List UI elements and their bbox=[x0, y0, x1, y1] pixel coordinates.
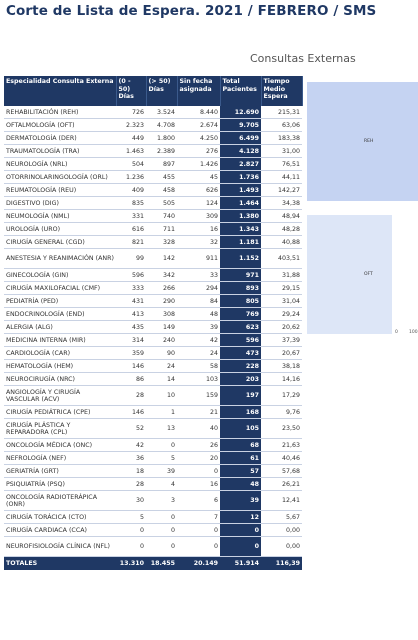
days-0-50-cell: 409 bbox=[116, 184, 146, 197]
chart-bar-oft[interactable] bbox=[307, 215, 392, 334]
table-row[interactable] bbox=[4, 145, 302, 158]
no-date-cell: 45 bbox=[177, 171, 220, 184]
no-date-cell: 24 bbox=[177, 347, 220, 360]
no-date-cell: 33 bbox=[177, 269, 220, 282]
total-cell: 805 bbox=[220, 295, 261, 308]
no-date-cell: 0 bbox=[177, 537, 220, 557]
total-cell: 596 bbox=[220, 334, 261, 347]
totals-label: TOTALES bbox=[4, 557, 116, 571]
specialty-cell: ONCOLOGÍA MÉDICA (ONC) bbox=[4, 439, 116, 452]
no-date-cell: 103 bbox=[177, 373, 220, 386]
total-cell: 0 bbox=[220, 524, 261, 537]
table-row[interactable] bbox=[4, 158, 302, 171]
no-date-cell: 0 bbox=[177, 465, 220, 478]
avg-wait-cell: 17,29 bbox=[261, 386, 302, 406]
waiting-list-table bbox=[4, 76, 303, 570]
total-cell: 39 bbox=[220, 491, 261, 511]
days-0-50-cell: 42 bbox=[116, 439, 146, 452]
table-row[interactable] bbox=[4, 295, 302, 308]
days-0-50-cell: 835 bbox=[116, 197, 146, 210]
days-over-50-cell: 4 bbox=[146, 478, 177, 491]
no-date-cell: 48 bbox=[177, 308, 220, 321]
table-row[interactable] bbox=[4, 524, 302, 537]
total-cell: 12.690 bbox=[220, 106, 261, 119]
chart-bar-label: OFT bbox=[364, 271, 373, 277]
days-0-50-cell: 28 bbox=[116, 478, 146, 491]
total-cell: 6.499 bbox=[220, 132, 261, 145]
days-0-50-cell: 1.236 bbox=[116, 171, 146, 184]
specialty-cell: CIRUGÍA GENERAL (CGD) bbox=[4, 236, 116, 249]
table-row[interactable] bbox=[4, 406, 302, 419]
table-row[interactable] bbox=[4, 360, 302, 373]
avg-wait-cell: 12,41 bbox=[261, 491, 302, 511]
header-over-50-days[interactable]: (> 50) Días bbox=[146, 76, 177, 106]
no-date-cell: 42 bbox=[177, 334, 220, 347]
no-date-cell: 7 bbox=[177, 511, 220, 524]
days-over-50-cell: 24 bbox=[146, 360, 177, 373]
days-0-50-cell: 30 bbox=[116, 491, 146, 511]
total-cell: 1.493 bbox=[220, 184, 261, 197]
specialty-cell: PEDIATRÍA (PED) bbox=[4, 295, 116, 308]
specialty-cell: NEUROFISIOLOGÍA CLÍNICA (NFL) bbox=[4, 537, 116, 557]
avg-wait-cell: 183,38 bbox=[261, 132, 302, 145]
table-row[interactable] bbox=[4, 321, 302, 334]
days-0-50-cell: 413 bbox=[116, 308, 146, 321]
table-row[interactable] bbox=[4, 452, 302, 465]
days-0-50-cell: 0 bbox=[116, 537, 146, 557]
table-row[interactable] bbox=[4, 223, 302, 236]
table-row[interactable] bbox=[4, 106, 302, 119]
total-cell: 2.827 bbox=[220, 158, 261, 171]
avg-wait-cell: 31,88 bbox=[261, 269, 302, 282]
avg-wait-cell: 14,16 bbox=[261, 373, 302, 386]
specialty-cell: OTORRINOLARINGOLOGÍA (ORL) bbox=[4, 171, 116, 184]
table-row[interactable] bbox=[4, 478, 302, 491]
avg-wait-cell: 9,76 bbox=[261, 406, 302, 419]
specialty-cell: TRAUMATOLOGÍA (TRA) bbox=[4, 145, 116, 158]
total-cell: 1.181 bbox=[220, 236, 261, 249]
avg-wait-cell: 38,18 bbox=[261, 360, 302, 373]
specialty-cell: OFTALMOLOGÍA (OFT) bbox=[4, 119, 116, 132]
specialty-cell: ANESTESIA Y REANIMACIÓN (ANR) bbox=[4, 249, 116, 269]
totals-avg: 116,39 bbox=[261, 557, 302, 571]
total-cell: 0 bbox=[220, 537, 261, 557]
days-0-50-cell: 146 bbox=[116, 360, 146, 373]
days-0-50-cell: 596 bbox=[116, 269, 146, 282]
header-total[interactable]: Total Pacientes bbox=[220, 76, 261, 106]
days-over-50-cell: 266 bbox=[146, 282, 177, 295]
days-over-50-cell: 10 bbox=[146, 386, 177, 406]
days-over-50-cell: 458 bbox=[146, 184, 177, 197]
total-cell: 197 bbox=[220, 386, 261, 406]
days-0-50-cell: 449 bbox=[116, 132, 146, 145]
table-header-row bbox=[4, 76, 302, 106]
days-0-50-cell: 0 bbox=[116, 524, 146, 537]
specialty-cell: REUMATOLOGÍA (REU) bbox=[4, 184, 116, 197]
days-0-50-cell: 1.463 bbox=[116, 145, 146, 158]
specialty-cell: NEUROCIRUGÍA (NRC) bbox=[4, 373, 116, 386]
specialty-cell: HEMATOLOGÍA (HEM) bbox=[4, 360, 116, 373]
days-over-50-cell: 342 bbox=[146, 269, 177, 282]
no-date-cell: 39 bbox=[177, 321, 220, 334]
days-0-50-cell: 821 bbox=[116, 236, 146, 249]
no-date-cell: 276 bbox=[177, 145, 220, 158]
avg-wait-cell: 23,50 bbox=[261, 419, 302, 439]
no-date-cell: 159 bbox=[177, 386, 220, 406]
specialty-cell: REHABILITACIÓN (REH) bbox=[4, 106, 116, 119]
avg-wait-cell: 76,51 bbox=[261, 158, 302, 171]
page-title: Corte de Lista de Espera. 2021 / FEBRERO / SMS bbox=[6, 3, 377, 19]
no-date-cell: 309 bbox=[177, 210, 220, 223]
total-cell: 57 bbox=[220, 465, 261, 478]
total-cell: 4.128 bbox=[220, 145, 261, 158]
table-row[interactable] bbox=[4, 308, 302, 321]
days-0-50-cell: 146 bbox=[116, 406, 146, 419]
total-cell: 1.464 bbox=[220, 197, 261, 210]
days-0-50-cell: 36 bbox=[116, 452, 146, 465]
table-row[interactable] bbox=[4, 386, 302, 406]
specialty-cell: CIRUGÍA PEDIÁTRICA (CPE) bbox=[4, 406, 116, 419]
totals-row bbox=[4, 557, 302, 571]
days-0-50-cell: 2.323 bbox=[116, 119, 146, 132]
days-0-50-cell: 435 bbox=[116, 321, 146, 334]
table-row[interactable] bbox=[4, 347, 302, 360]
table-row[interactable] bbox=[4, 171, 302, 184]
specialty-cell: CIRUGÍA TORÁCICA (CTO) bbox=[4, 511, 116, 524]
total-cell: 228 bbox=[220, 360, 261, 373]
total-cell: 168 bbox=[220, 406, 261, 419]
avg-wait-cell: 5,67 bbox=[261, 511, 302, 524]
total-cell: 105 bbox=[220, 419, 261, 439]
table-row[interactable] bbox=[4, 537, 302, 557]
specialty-cell: PSIQUIATRÍA (PSQ) bbox=[4, 478, 116, 491]
totals-over-50: 18.455 bbox=[146, 557, 177, 571]
no-date-cell: 911 bbox=[177, 249, 220, 269]
no-date-cell: 8.440 bbox=[177, 106, 220, 119]
total-cell: 68 bbox=[220, 439, 261, 452]
days-over-50-cell: 0 bbox=[146, 511, 177, 524]
specialty-cell: DIGESTIVO (DIG) bbox=[4, 197, 116, 210]
avg-wait-cell: 31,00 bbox=[261, 145, 302, 158]
days-over-50-cell: 13 bbox=[146, 419, 177, 439]
total-cell: 473 bbox=[220, 347, 261, 360]
days-0-50-cell: 333 bbox=[116, 282, 146, 295]
avg-wait-cell: 37,39 bbox=[261, 334, 302, 347]
table-row[interactable] bbox=[4, 184, 302, 197]
table-body bbox=[4, 106, 302, 557]
table-row[interactable] bbox=[4, 236, 302, 249]
specialty-cell: CIRUGÍA CARDIACA (CCA) bbox=[4, 524, 116, 537]
total-cell: 1.152 bbox=[220, 249, 261, 269]
no-date-cell: 16 bbox=[177, 478, 220, 491]
days-over-50-cell: 711 bbox=[146, 223, 177, 236]
no-date-cell: 58 bbox=[177, 360, 220, 373]
table-row[interactable] bbox=[4, 334, 302, 347]
specialty-cell: ALERGIA (ALG) bbox=[4, 321, 116, 334]
header-avg-wait[interactable]: Tiempo Medio Espera bbox=[261, 76, 302, 106]
totals-0-50: 13.310 bbox=[116, 557, 146, 571]
table-row[interactable] bbox=[4, 439, 302, 452]
avg-wait-cell: 48,94 bbox=[261, 210, 302, 223]
days-0-50-cell: 28 bbox=[116, 386, 146, 406]
table-row[interactable] bbox=[4, 419, 302, 439]
specialty-cell: NEFROLOGÍA (NEF) bbox=[4, 452, 116, 465]
days-0-50-cell: 52 bbox=[116, 419, 146, 439]
days-over-50-cell: 2.389 bbox=[146, 145, 177, 158]
total-cell: 971 bbox=[220, 269, 261, 282]
days-over-50-cell: 0 bbox=[146, 537, 177, 557]
avg-wait-cell: 31,04 bbox=[261, 295, 302, 308]
days-0-50-cell: 5 bbox=[116, 511, 146, 524]
specialty-cell: CARDIOLOGÍA (CAR) bbox=[4, 347, 116, 360]
days-over-50-cell: 328 bbox=[146, 236, 177, 249]
table-row[interactable] bbox=[4, 210, 302, 223]
avg-wait-cell: 44,11 bbox=[261, 171, 302, 184]
header-specialty[interactable]: Especialidad Consulta Externa bbox=[4, 76, 116, 106]
no-date-cell: 20 bbox=[177, 452, 220, 465]
total-cell: 1.343 bbox=[220, 223, 261, 236]
specialty-cell: DERMATOLOGÍA (DER) bbox=[4, 132, 116, 145]
avg-wait-cell: 20,67 bbox=[261, 347, 302, 360]
no-date-cell: 124 bbox=[177, 197, 220, 210]
days-over-50-cell: 14 bbox=[146, 373, 177, 386]
table-row[interactable] bbox=[4, 491, 302, 511]
days-over-50-cell: 0 bbox=[146, 524, 177, 537]
table-row[interactable] bbox=[4, 197, 302, 210]
avg-wait-cell: 29,15 bbox=[261, 282, 302, 295]
total-cell: 203 bbox=[220, 373, 261, 386]
days-over-50-cell: 240 bbox=[146, 334, 177, 347]
specialty-cell: NEUMOLOGÍA (NML) bbox=[4, 210, 116, 223]
specialty-cell: GINECOLOGÍA (GIN) bbox=[4, 269, 116, 282]
days-over-50-cell: 142 bbox=[146, 249, 177, 269]
avg-wait-cell: 142,27 bbox=[261, 184, 302, 197]
days-over-50-cell: 3 bbox=[146, 491, 177, 511]
days-0-50-cell: 504 bbox=[116, 158, 146, 171]
days-over-50-cell: 90 bbox=[146, 347, 177, 360]
no-date-cell: 0 bbox=[177, 524, 220, 537]
avg-wait-cell: 34,38 bbox=[261, 197, 302, 210]
avg-wait-cell: 0,00 bbox=[261, 524, 302, 537]
days-over-50-cell: 740 bbox=[146, 210, 177, 223]
avg-wait-cell: 20,62 bbox=[261, 321, 302, 334]
table-row[interactable] bbox=[4, 373, 302, 386]
header-no-date[interactable]: Sin fecha asignada bbox=[177, 76, 220, 106]
days-0-50-cell: 314 bbox=[116, 334, 146, 347]
chart-bar-label: REH bbox=[364, 138, 374, 144]
no-date-cell: 4.250 bbox=[177, 132, 220, 145]
days-over-50-cell: 4.708 bbox=[146, 119, 177, 132]
table-row[interactable] bbox=[4, 249, 302, 269]
total-cell: 623 bbox=[220, 321, 261, 334]
table-row[interactable] bbox=[4, 269, 302, 282]
total-cell: 893 bbox=[220, 282, 261, 295]
total-cell: 61 bbox=[220, 452, 261, 465]
no-date-cell: 2.674 bbox=[177, 119, 220, 132]
avg-wait-cell: 40,46 bbox=[261, 452, 302, 465]
avg-wait-cell: 215,31 bbox=[261, 106, 302, 119]
specialty-cell: NEUROLOGÍA (NRL) bbox=[4, 158, 116, 171]
days-over-50-cell: 5 bbox=[146, 452, 177, 465]
specialty-cell: MEDICINA INTERNA (MIR) bbox=[4, 334, 116, 347]
avg-wait-cell: 48,28 bbox=[261, 223, 302, 236]
no-date-cell: 21 bbox=[177, 406, 220, 419]
avg-wait-cell: 0,00 bbox=[261, 537, 302, 557]
no-date-cell: 6 bbox=[177, 491, 220, 511]
specialty-cell: UROLOGÍA (URO) bbox=[4, 223, 116, 236]
no-date-cell: 16 bbox=[177, 223, 220, 236]
specialty-cell: CIRUGÍA PLÁSTICA Y REPARADORA (CPL) bbox=[4, 419, 116, 439]
total-cell: 48 bbox=[220, 478, 261, 491]
table-row[interactable] bbox=[4, 465, 302, 478]
days-0-50-cell: 431 bbox=[116, 295, 146, 308]
days-0-50-cell: 86 bbox=[116, 373, 146, 386]
days-0-50-cell: 616 bbox=[116, 223, 146, 236]
days-over-50-cell: 1 bbox=[146, 406, 177, 419]
specialty-cell: ENDOCRINOLOGÍA (END) bbox=[4, 308, 116, 321]
days-over-50-cell: 505 bbox=[146, 197, 177, 210]
no-date-cell: 26 bbox=[177, 439, 220, 452]
table-row[interactable] bbox=[4, 282, 302, 295]
totals-total: 51.914 bbox=[220, 557, 261, 571]
days-over-50-cell: 3.524 bbox=[146, 106, 177, 119]
avg-wait-cell: 29,24 bbox=[261, 308, 302, 321]
avg-wait-cell: 40,88 bbox=[261, 236, 302, 249]
total-cell: 9.705 bbox=[220, 119, 261, 132]
bar-chart bbox=[307, 80, 418, 338]
no-date-cell: 84 bbox=[177, 295, 220, 308]
no-date-cell: 1.426 bbox=[177, 158, 220, 171]
no-date-cell: 294 bbox=[177, 282, 220, 295]
specialty-cell: ANGIOLOGÍA Y CIRUGÍA VASCULAR (ACV) bbox=[4, 386, 116, 406]
chart-x-tick: 0 bbox=[395, 330, 398, 335]
days-over-50-cell: 455 bbox=[146, 171, 177, 184]
total-cell: 769 bbox=[220, 308, 261, 321]
avg-wait-cell: 63,06 bbox=[261, 119, 302, 132]
avg-wait-cell: 403,51 bbox=[261, 249, 302, 269]
days-over-50-cell: 149 bbox=[146, 321, 177, 334]
total-cell: 1.380 bbox=[220, 210, 261, 223]
no-date-cell: 32 bbox=[177, 236, 220, 249]
days-over-50-cell: 897 bbox=[146, 158, 177, 171]
days-0-50-cell: 18 bbox=[116, 465, 146, 478]
days-0-50-cell: 726 bbox=[116, 106, 146, 119]
specialty-cell: ONCOLOGÍA RADIOTERÁPICA (ONR) bbox=[4, 491, 116, 511]
total-cell: 12 bbox=[220, 511, 261, 524]
totals-no-date: 20.149 bbox=[177, 557, 220, 571]
days-over-50-cell: 39 bbox=[146, 465, 177, 478]
total-cell: 1.736 bbox=[220, 171, 261, 184]
days-0-50-cell: 331 bbox=[116, 210, 146, 223]
days-over-50-cell: 0 bbox=[146, 439, 177, 452]
table-row[interactable] bbox=[4, 511, 302, 524]
days-0-50-cell: 359 bbox=[116, 347, 146, 360]
table-row[interactable] bbox=[4, 119, 302, 132]
days-over-50-cell: 290 bbox=[146, 295, 177, 308]
specialty-cell: CIRUGÍA MAXILOFACIAL (CMF) bbox=[4, 282, 116, 295]
days-0-50-cell: 99 bbox=[116, 249, 146, 269]
avg-wait-cell: 26,21 bbox=[261, 478, 302, 491]
chart-subtitle: Consultas Externas bbox=[250, 52, 356, 65]
days-over-50-cell: 1.800 bbox=[146, 132, 177, 145]
table-row[interactable] bbox=[4, 132, 302, 145]
avg-wait-cell: 57,68 bbox=[261, 465, 302, 478]
header-0-50-days[interactable]: (0 - 50) Días bbox=[116, 76, 146, 106]
days-over-50-cell: 308 bbox=[146, 308, 177, 321]
avg-wait-cell: 21,63 bbox=[261, 439, 302, 452]
specialty-cell: GERIATRÍA (GRT) bbox=[4, 465, 116, 478]
no-date-cell: 40 bbox=[177, 419, 220, 439]
no-date-cell: 626 bbox=[177, 184, 220, 197]
chart-x-tick: 100 bbox=[409, 330, 418, 335]
chart-bar-reh[interactable] bbox=[307, 82, 418, 201]
